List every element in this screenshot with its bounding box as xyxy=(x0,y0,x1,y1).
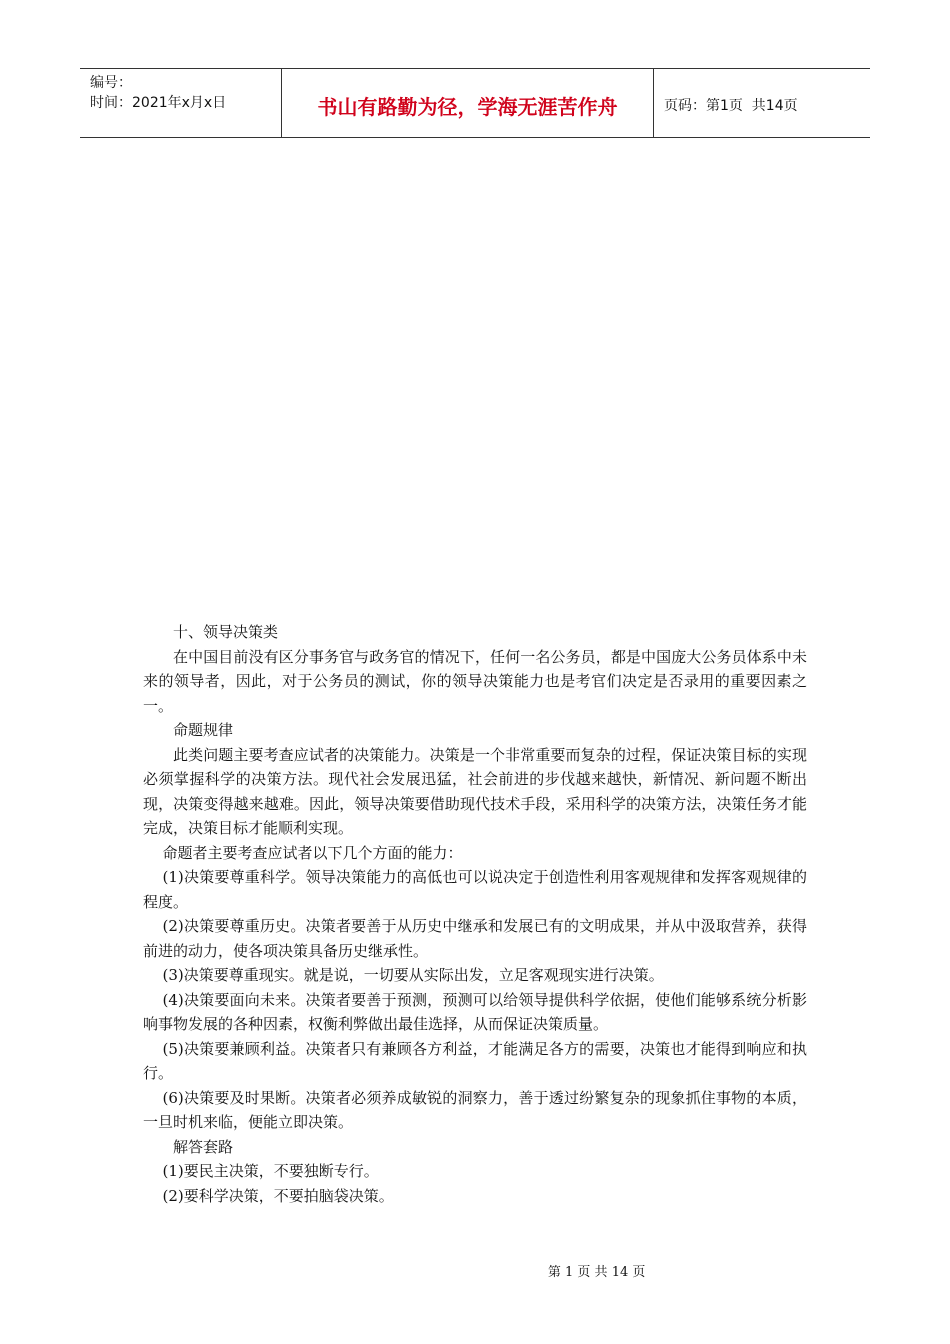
ability-item: (5)决策要兼顾利益。决策者只有兼顾各方利益，才能满足各方的需要，决策也才能得到响应和执行。 xyxy=(143,1039,807,1082)
footer-page-number: 第 1 页 共 14 页 xyxy=(547,1265,646,1280)
document-body xyxy=(143,620,807,1208)
subheading-answer: 解答套路 xyxy=(173,1137,234,1156)
page-footer xyxy=(0,1246,950,1280)
ability-item: (2)决策要尊重历史。决策者要善于从历史中继承和发展已有的文明成果，并从中汲取营养，获得前进的动力，使各项决策具备历史继承性。 xyxy=(143,917,807,960)
page-header xyxy=(80,68,870,138)
ability-item: (1)决策要尊重科学。领导决策能力的高低也可以说决定于创造性利用客观规律和发挥客观规律的程度。 xyxy=(143,868,807,911)
header-motto: 书山有路勤为径，学海无涯苦作舟 xyxy=(282,69,654,137)
rules-paragraph: 此类问题主要考查应试者的决策能力。决策是一个非常重要而复杂的过程，保证决策目标的实现必须掌握科学的决策方法。现代社会发展迅猛，社会前进的步伐越来越快，新情况、新问题不断出现，决策变得越来越难。因此，领导决策要借助现代技术手段，采用科学的决策方法，决策任务才能完成，决策目标才能顺利实现。 xyxy=(143,745,807,837)
ability-item: (3)决策要尊重现实。就是说，一切要从实际出发，立足客观现实进行决策。 xyxy=(162,966,664,984)
intro-paragraph: 在中国目前没有区分事务官与政务官的情况下，任何一名公务员，都是中国庞大公务员体系中未来的领导者，因此，对于公务员的测试，你的领导决策能力也是考官们决定是否录用的重要因素之一。 xyxy=(143,647,807,715)
subheading-rules: 命题规律 xyxy=(173,721,234,739)
abilities-intro: 命题者主要考查应试者以下几个方面的能力： xyxy=(162,843,463,862)
ability-item: (4)决策要面向未来。决策者要善于预测，预测可以给领导提供科学依据，使他们能够系统分析影响事物发展的各种因素，权衡利弊做出最佳选择，从而保证决策质量。 xyxy=(143,990,807,1033)
answer-item: (1)要民主决策，不要独断专行。 xyxy=(162,1162,379,1180)
section-heading: 十、领导决策类 xyxy=(173,623,279,641)
answer-item: (2)要科学决策，不要拍脑袋决策。 xyxy=(162,1186,394,1205)
date-label: 时间：2021年x月x日 xyxy=(90,95,227,111)
serial-label: 编号： xyxy=(90,75,132,91)
header-page-info: 页码：第1页 共14页 xyxy=(664,98,798,114)
header-meta xyxy=(80,69,282,137)
ability-item: (6)决策要及时果断。决策者必须养成敏锐的洞察力，善于透过纷繁复杂的现象抓住事物的本质，一旦时机来临，便能立即决策。 xyxy=(143,1088,807,1131)
